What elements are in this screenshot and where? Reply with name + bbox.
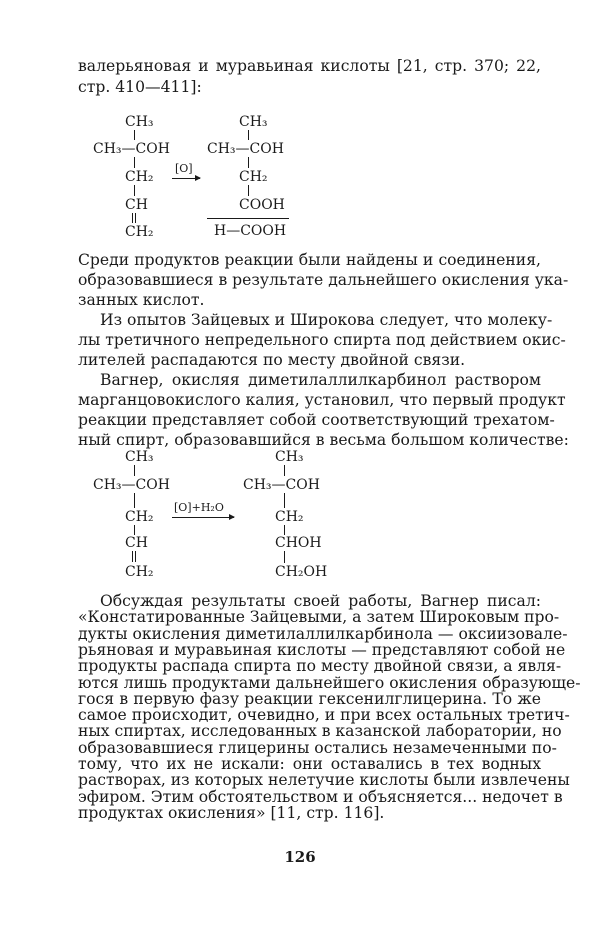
arrow-label: [O]+H₂O <box>174 501 224 514</box>
text-line: образовавшиеся глицерины остались незамеченными по- <box>78 738 557 757</box>
formula-atom: CH₃—COH <box>93 477 170 493</box>
text-line: самое происходит, очевидно, и при всех остальных третич- <box>78 706 570 725</box>
formula-atom: CH₂ <box>125 169 154 185</box>
formula-atom: CH₂OH <box>275 564 328 580</box>
text-line: эфиром. Этим обстоятельством и объясняется... недочет в <box>78 787 563 806</box>
formula-atom: CH₂ <box>125 509 154 525</box>
text-line: рьяновая и муравьиная кислоты — представляют собой не <box>78 640 566 659</box>
text-line: тому, что их не искали: они оставались в тех водных <box>78 755 541 773</box>
reaction-arrow <box>172 517 234 518</box>
formula-atom: CH₃—COH <box>93 141 170 157</box>
arrow-label: [O] <box>175 162 193 175</box>
text-line: лы третичного непредельного спирта под действием окис- <box>78 331 566 349</box>
text-line: гося в первую фазу реакции гексенилглицерина. То же <box>78 689 541 708</box>
formula-atom: CH₃ <box>125 114 154 130</box>
text-line: «Констатированные Зайцевыми, а затем Широковым про- <box>78 608 560 627</box>
text-line: Обсуждая результаты своей работы, Вагнер писал: <box>100 592 541 610</box>
formula-atom: COOH <box>239 197 285 213</box>
formula-atom: CH <box>125 535 148 551</box>
formula-atom: CH <box>125 197 148 213</box>
text-line: ются лишь продуктами дальнейшего окисления образующе- <box>78 673 581 692</box>
text-line: марганцовокислого калия, установил, что первый продукт <box>78 391 566 409</box>
text-line: продукты распада спирта по месту двойной связи, а явля- <box>78 657 562 676</box>
text-line: Среди продуктов реакции были найдены и соединения, <box>78 251 541 269</box>
text-line: реакции представляет собой соответствующий трехатом- <box>78 411 555 429</box>
text-line: стр. 410—411]: <box>78 78 202 96</box>
reaction-arrow <box>172 178 200 179</box>
text-line: растворах, из которых нелетучие кислоты были извлечены <box>78 771 570 790</box>
text-line: ный спирт, образовавшийся в весьма большом количестве: <box>78 431 569 449</box>
formula-atom: H—COOH <box>214 223 287 239</box>
formula-atom: CH₃—COH <box>243 477 320 493</box>
text-line: валерьяновая и муравьиная кислоты [21, стр. 370; 22, <box>78 57 541 75</box>
formula-atom: CH₂ <box>275 509 304 525</box>
formula-atom: CH₃ <box>125 449 154 465</box>
text-line: образовавшиеся в результате дальнейшего окисления ука- <box>78 271 569 289</box>
text-line: дукты окисления диметилаллилкарбинола — оксиизовале- <box>78 624 568 643</box>
separator-line <box>207 218 289 219</box>
text-line: лителей распадаются по месту двойной связи. <box>78 351 466 369</box>
page-number: 126 <box>284 848 316 866</box>
formula-atom: CH₂ <box>125 564 154 580</box>
text-line: Вагнер, окисляя диметилаллилкарбинол раствором <box>100 371 541 389</box>
formula-atom: CHOH <box>275 535 322 551</box>
formula-atom: CH₃—COH <box>207 141 284 157</box>
text-line: Из опытов Зайцевых и Широкова следует, что молеку- <box>100 311 553 329</box>
formula-atom: CH₂ <box>239 169 268 185</box>
formula-atom: CH₃ <box>275 449 304 465</box>
formula-atom: CH₃ <box>239 114 268 130</box>
text-line: продуктах окисления» [11, стр. 116]. <box>78 803 385 822</box>
text-line: ных спиртах, исследованных в казанской лаборатории, но <box>78 722 562 741</box>
text-line: занных кислот. <box>78 291 205 309</box>
formula-atom: CH₂ <box>125 224 154 240</box>
